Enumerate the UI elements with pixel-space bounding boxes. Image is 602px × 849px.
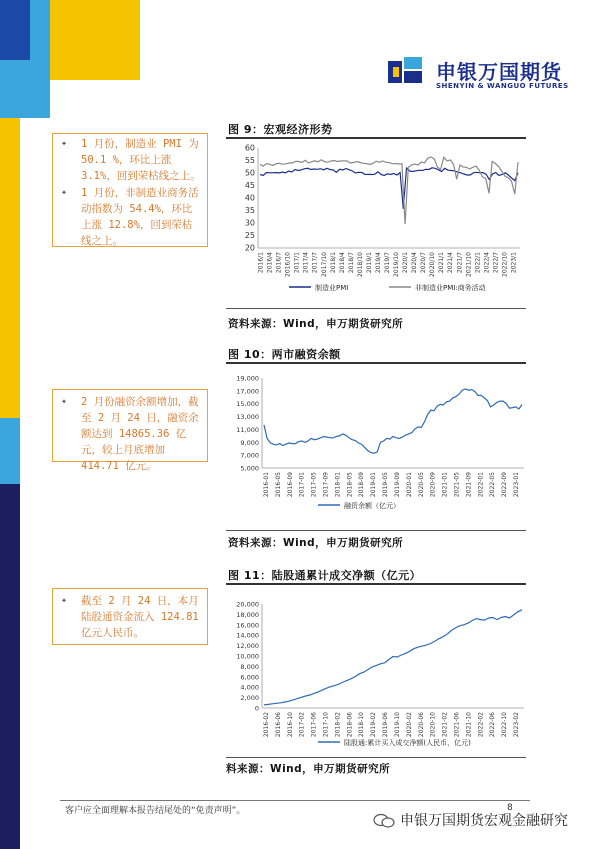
footer-rule [60,800,530,801]
x-tick-label: 2021-09 [465,472,473,498]
x-tick-label: 2022-10 [501,712,509,738]
y-tick-label: 35 [244,206,255,215]
x-tick-label: 2021-05 [453,472,461,498]
chart-northbound-cumulative [222,598,532,753]
x-tick-label: 2016/7 [275,252,283,274]
x-tick-label: 2019/4 [374,252,382,274]
x-tick-label: 2022-09 [501,472,509,498]
legend-label: 陆股通:累计买入成交净额(人民币，亿元) [344,739,471,747]
note-text: 1 月份，非制造业商务活动指数为 54.4%，环比上涨 12.8%，回到荣枯线之上。 [81,187,199,247]
y-tick-label: 14,000 [236,631,259,640]
x-tick-label: 2018-09 [358,472,366,498]
y-tick-label: 16,000 [236,621,259,630]
x-tick-label: 2020/10 [429,252,437,277]
x-tick-label: 2022/10 [501,252,509,277]
x-tick-label: 2019/1 [365,252,373,274]
figure-10-source: 资料来源：Wind，申万期货研究所 [228,537,404,549]
x-tick-label: 2020-02 [405,712,413,738]
chart-macro-pmi [222,140,532,300]
note-item [55,593,201,641]
y-tick-label: 10,000 [236,652,259,661]
x-tick-label: 2018/1 [329,252,337,274]
series-line [260,168,518,209]
figure-10-rule-bottom [226,530,526,531]
y-tick-label: 45 [244,181,255,190]
y-tick-label: 20 [244,243,255,253]
y-tick-label: 50 [244,168,255,178]
x-tick-label: 2017-05 [310,472,318,498]
x-tick-label: 2021/1 [438,252,446,274]
y-tick-label: 60 [244,143,255,153]
x-tick-label: 2023-02 [513,712,521,738]
x-tick-label: 2022-06 [489,712,497,738]
x-tick-label: 2020/7 [420,252,428,274]
x-tick-label: 2020-01 [405,472,413,498]
series-line [264,610,522,705]
x-tick-label: 2021/10 [465,252,473,277]
x-tick-label: 2019-10 [393,712,401,738]
y-tick-label: 17,000 [236,387,259,396]
deco-navy-stripe [0,484,20,849]
x-tick-label: 2020/1 [402,252,410,274]
figure-11-title: 图 11：陆股通累计成交净额（亿元） [228,569,422,582]
x-tick-label: 2017/7 [311,252,319,274]
x-tick-label: 2016-09 [286,472,294,498]
x-tick-label: 2019/10 [393,252,401,277]
x-tick-label: 2020-10 [429,712,437,738]
note-item [55,185,201,249]
legend-label: 融资余额（亿元） [344,502,400,510]
x-tick-label: 2021/4 [447,252,455,274]
x-tick-label: 2022/4 [483,252,491,274]
y-tick-label: 8,000 [240,662,259,671]
page-number: 8 [507,803,513,813]
legend-label: 非制造业PMI:商务活动 [415,284,486,292]
x-tick-label: 2021-01 [441,472,449,498]
y-tick-label: 15,000 [236,400,259,409]
x-tick-label: 2019-06 [382,712,390,738]
x-tick-label: 2016/4 [266,252,274,274]
x-tick-label: 2016/1 [257,252,265,274]
bullet-icon: ✦ [61,595,68,606]
y-tick-label: 6,000 [240,673,259,682]
x-tick-label: 2019-01 [370,472,378,498]
figure-9-rule-bottom [226,308,526,309]
figure-11-rule-bottom [226,757,526,758]
x-tick-label: 2017-10 [322,712,330,738]
chart-margin-balance [222,372,532,520]
x-tick-label: 2016-10 [286,712,294,738]
figure-10-title: 图 10：两市融资余额 [228,348,341,361]
x-tick-label: 2020-05 [417,472,425,498]
x-tick-label: 2019-05 [382,472,390,498]
y-tick-label: 11,000 [236,425,259,434]
x-tick-label: 2021/7 [456,252,464,274]
x-tick-label: 2017-01 [298,472,306,498]
x-tick-label: 2023-01 [513,472,521,498]
x-tick-label: 2020-06 [417,712,425,738]
x-tick-label: 2017-02 [298,712,306,738]
x-tick-label: 2023/1 [510,252,518,274]
x-tick-label: 2016-05 [274,472,282,498]
note-text: 2 月份融资余额增加，截至 2 月 24 日，融资余额达到 14865.36 亿元，较上月底增加 414.71 亿元。 [81,396,199,472]
deco-navy-corner [0,0,30,60]
note-text: 1 月份，制造业 PMI 为 50.1 %，环比上涨 3.1%，回到荣枯线之上。 [81,138,201,182]
brand-name-en: SHENYIN & WANGUO FUTURES [436,82,569,90]
note-item [55,136,201,184]
legend-label: 制造业PMI [315,284,349,292]
x-tick-label: 2020/4 [411,252,419,274]
y-tick-label: 40 [244,193,255,203]
series-line [264,389,522,453]
x-tick-label: 2022-02 [477,712,485,738]
watermark-text: 申银万国期货宏观金融研究 [400,813,568,829]
x-tick-label: 2019/7 [384,252,391,274]
y-tick-label: 19,000 [236,374,259,383]
x-tick-label: 2017/4 [302,252,310,274]
y-tick-label: 5,000 [240,464,259,473]
x-tick-label: 2018-02 [334,712,342,738]
x-tick-label: 2018-06 [346,712,354,738]
x-tick-label: 2017/10 [320,252,328,277]
figure-11-rule [226,583,526,585]
y-tick-label: 18,000 [236,610,259,619]
figure-10-rule [226,362,526,364]
brand-name-cn: 申银万国期货 [436,60,562,84]
series-line [260,157,518,224]
deco-yellow-stripe [0,118,20,418]
footer-disclaimer: 客户应全面理解本报告结尾处的“免责声明”。 [65,806,246,816]
x-tick-label: 2018/7 [347,252,355,274]
note-box-margin [52,389,208,472]
y-tick-label: 2,000 [240,694,259,703]
x-tick-label: 2018/10 [356,252,364,277]
x-tick-label: 2022/7 [492,252,500,274]
y-tick-label: 9,000 [240,438,259,447]
figure-9-source: 资料来源：Wind，申万期货研究所 [228,318,404,330]
x-tick-label: 2016-02 [262,712,270,738]
brand-logo-icon [386,55,426,87]
x-tick-label: 2022/1 [474,252,482,274]
x-tick-label: 2017-09 [322,472,330,498]
note-box-macro [52,133,208,247]
bullet-icon: ✦ [61,187,68,198]
bullet-icon: ✦ [61,138,68,149]
y-tick-label: 0 [254,704,259,713]
note-text: 截至 2 月 24 日，本月陆股通资金流入 124.81 亿元人民币。 [81,595,199,639]
x-tick-label: 2017/1 [293,252,301,274]
x-tick-label: 2019-09 [393,472,401,498]
y-tick-label: 30 [244,218,255,228]
x-tick-label: 2018-01 [334,472,342,498]
bullet-icon: ✦ [61,396,68,407]
y-tick-label: 7,000 [240,451,259,460]
figure-9-title: 图 9：宏观经济形势 [228,123,333,136]
figure-11-source: 料来源：Wind，申万期货研究所 [226,763,391,775]
x-tick-label: 2021-02 [441,712,449,738]
y-tick-label: 55 [244,156,255,165]
x-tick-label: 2016/10 [284,252,292,277]
note-item [55,394,201,474]
wechat-icon [373,813,395,829]
y-tick-label: 4,000 [240,683,259,692]
x-tick-label: 2016-01 [262,472,270,498]
x-tick-label: 2018/4 [338,252,346,274]
y-tick-label: 13,000 [236,413,259,422]
x-tick-label: 2021-10 [465,712,473,738]
x-tick-label: 2021-06 [453,712,461,738]
deco-cyan-stripe [0,418,20,484]
x-tick-label: 2020-09 [429,472,437,498]
x-tick-label: 2019-02 [370,712,378,738]
x-tick-label: 2022-05 [489,472,497,498]
x-tick-label: 2022-01 [477,472,485,498]
x-tick-label: 2016-06 [274,712,282,738]
y-tick-label: 20,000 [236,600,259,609]
x-tick-label: 2018-05 [346,472,354,498]
y-tick-label: 12,000 [236,642,259,651]
y-tick-label: 25 [244,231,255,240]
x-tick-label: 2017-06 [310,712,318,738]
note-box-northbound [52,588,208,645]
figure-9-rule [226,137,526,139]
x-tick-label: 2018-10 [358,712,366,738]
